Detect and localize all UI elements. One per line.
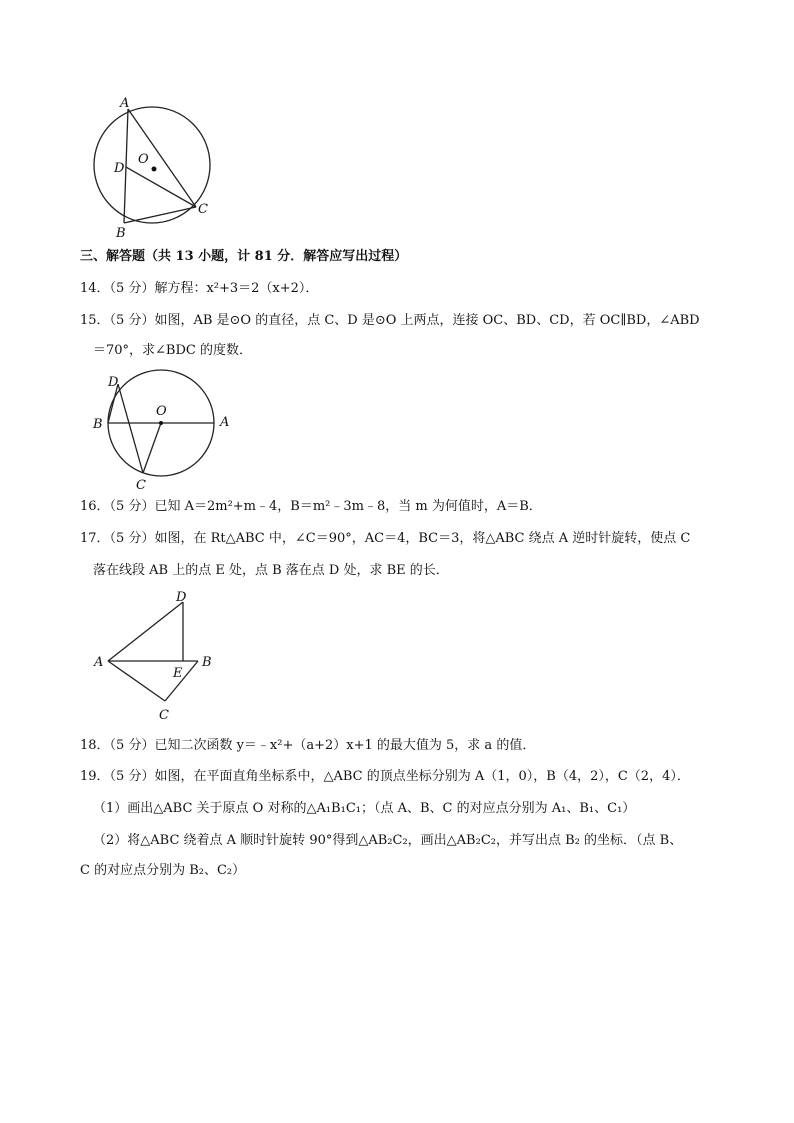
- question-19-part2-line1: （2）将△ABC 绕着点 A 顺时针旋转 90°得到△AB₂C₂，画出△AB₂C₂，并写出点 B₂ 的坐标．（点 B、: [93, 833, 683, 848]
- segment-dc: [126, 167, 196, 207]
- question-19-part2-line2: C 的对应点分别为 B₂、C₂）: [80, 863, 246, 878]
- question-19-part1: （1）画出△ABC 关于原点 O 对称的△A₁B₁C₁；（点 A、B、C 的对应点分别为 A₁、B₁、C₁）: [93, 801, 636, 816]
- label-a: A: [120, 96, 130, 111]
- segment-ad: [108, 602, 183, 661]
- question-15-line2: ＝70°，求∠BDC 的度数．: [93, 343, 252, 358]
- figure-q17: [92, 588, 222, 726]
- question-17-line2: 落在线段 AB 上的点 E 处，点 B 落在点 D 处，求 BE 的长．: [93, 563, 449, 578]
- segment-ab: [124, 109, 128, 223]
- figure-q13: [90, 95, 220, 240]
- label-d: D: [114, 161, 125, 176]
- question-19-line1: 19．（5 分）如图，在平面直角坐标系中，△ABC 的顶点坐标分别为 A（1，0），B（4，2），C（2，4）．: [80, 769, 690, 784]
- label-o: O: [156, 404, 167, 419]
- question-18: 18．（5 分）已知二次函数 y＝﹣x²+（a+2）x+1 的最大值为 5，求 a 的值．: [80, 738, 536, 753]
- label-o: O: [138, 152, 149, 167]
- label-b: B: [93, 417, 103, 432]
- segment-ac: [108, 661, 165, 701]
- center-dot: [152, 167, 157, 172]
- label-b: B: [202, 655, 212, 670]
- label-c: C: [136, 478, 146, 493]
- segment-bc: [124, 207, 196, 223]
- center-dot: [159, 421, 163, 425]
- label-a: A: [94, 655, 104, 670]
- figure-q15: [88, 368, 238, 493]
- segment-dc: [118, 384, 143, 473]
- question-15-line1: 15．（5 分）如图，AB 是⊙O 的直径，点 C、D 是⊙O 上两点，连接 OC、BD、CD，若 OC∥BD，∠ABD: [80, 313, 700, 328]
- label-c: C: [159, 708, 169, 723]
- section-heading: 三、解答题（共 13 小题，计 81 分．解答应写出过程）: [80, 249, 408, 264]
- label-b: B: [116, 226, 126, 240]
- question-16: 16．（5 分）已知 A＝2m²+m﹣4，B＝m²﹣3m﹣8，当 m 为何值时，A＝B．: [80, 499, 542, 514]
- label-c: C: [198, 202, 208, 217]
- label-d: D: [108, 375, 119, 390]
- question-14: 14．（5 分）解方程：x²+3＝2（x+2）．: [80, 281, 319, 296]
- label-d: D: [176, 590, 187, 605]
- question-17-line1: 17．（5 分）如图，在 Rt△ABC 中，∠C＝90°，AC＝4，BC＝3，将△ABC 绕点 A 逆时针旋转，使点 C: [80, 531, 691, 546]
- segment-oc: [143, 423, 161, 473]
- label-a: A: [220, 415, 230, 430]
- label-e: E: [173, 666, 183, 681]
